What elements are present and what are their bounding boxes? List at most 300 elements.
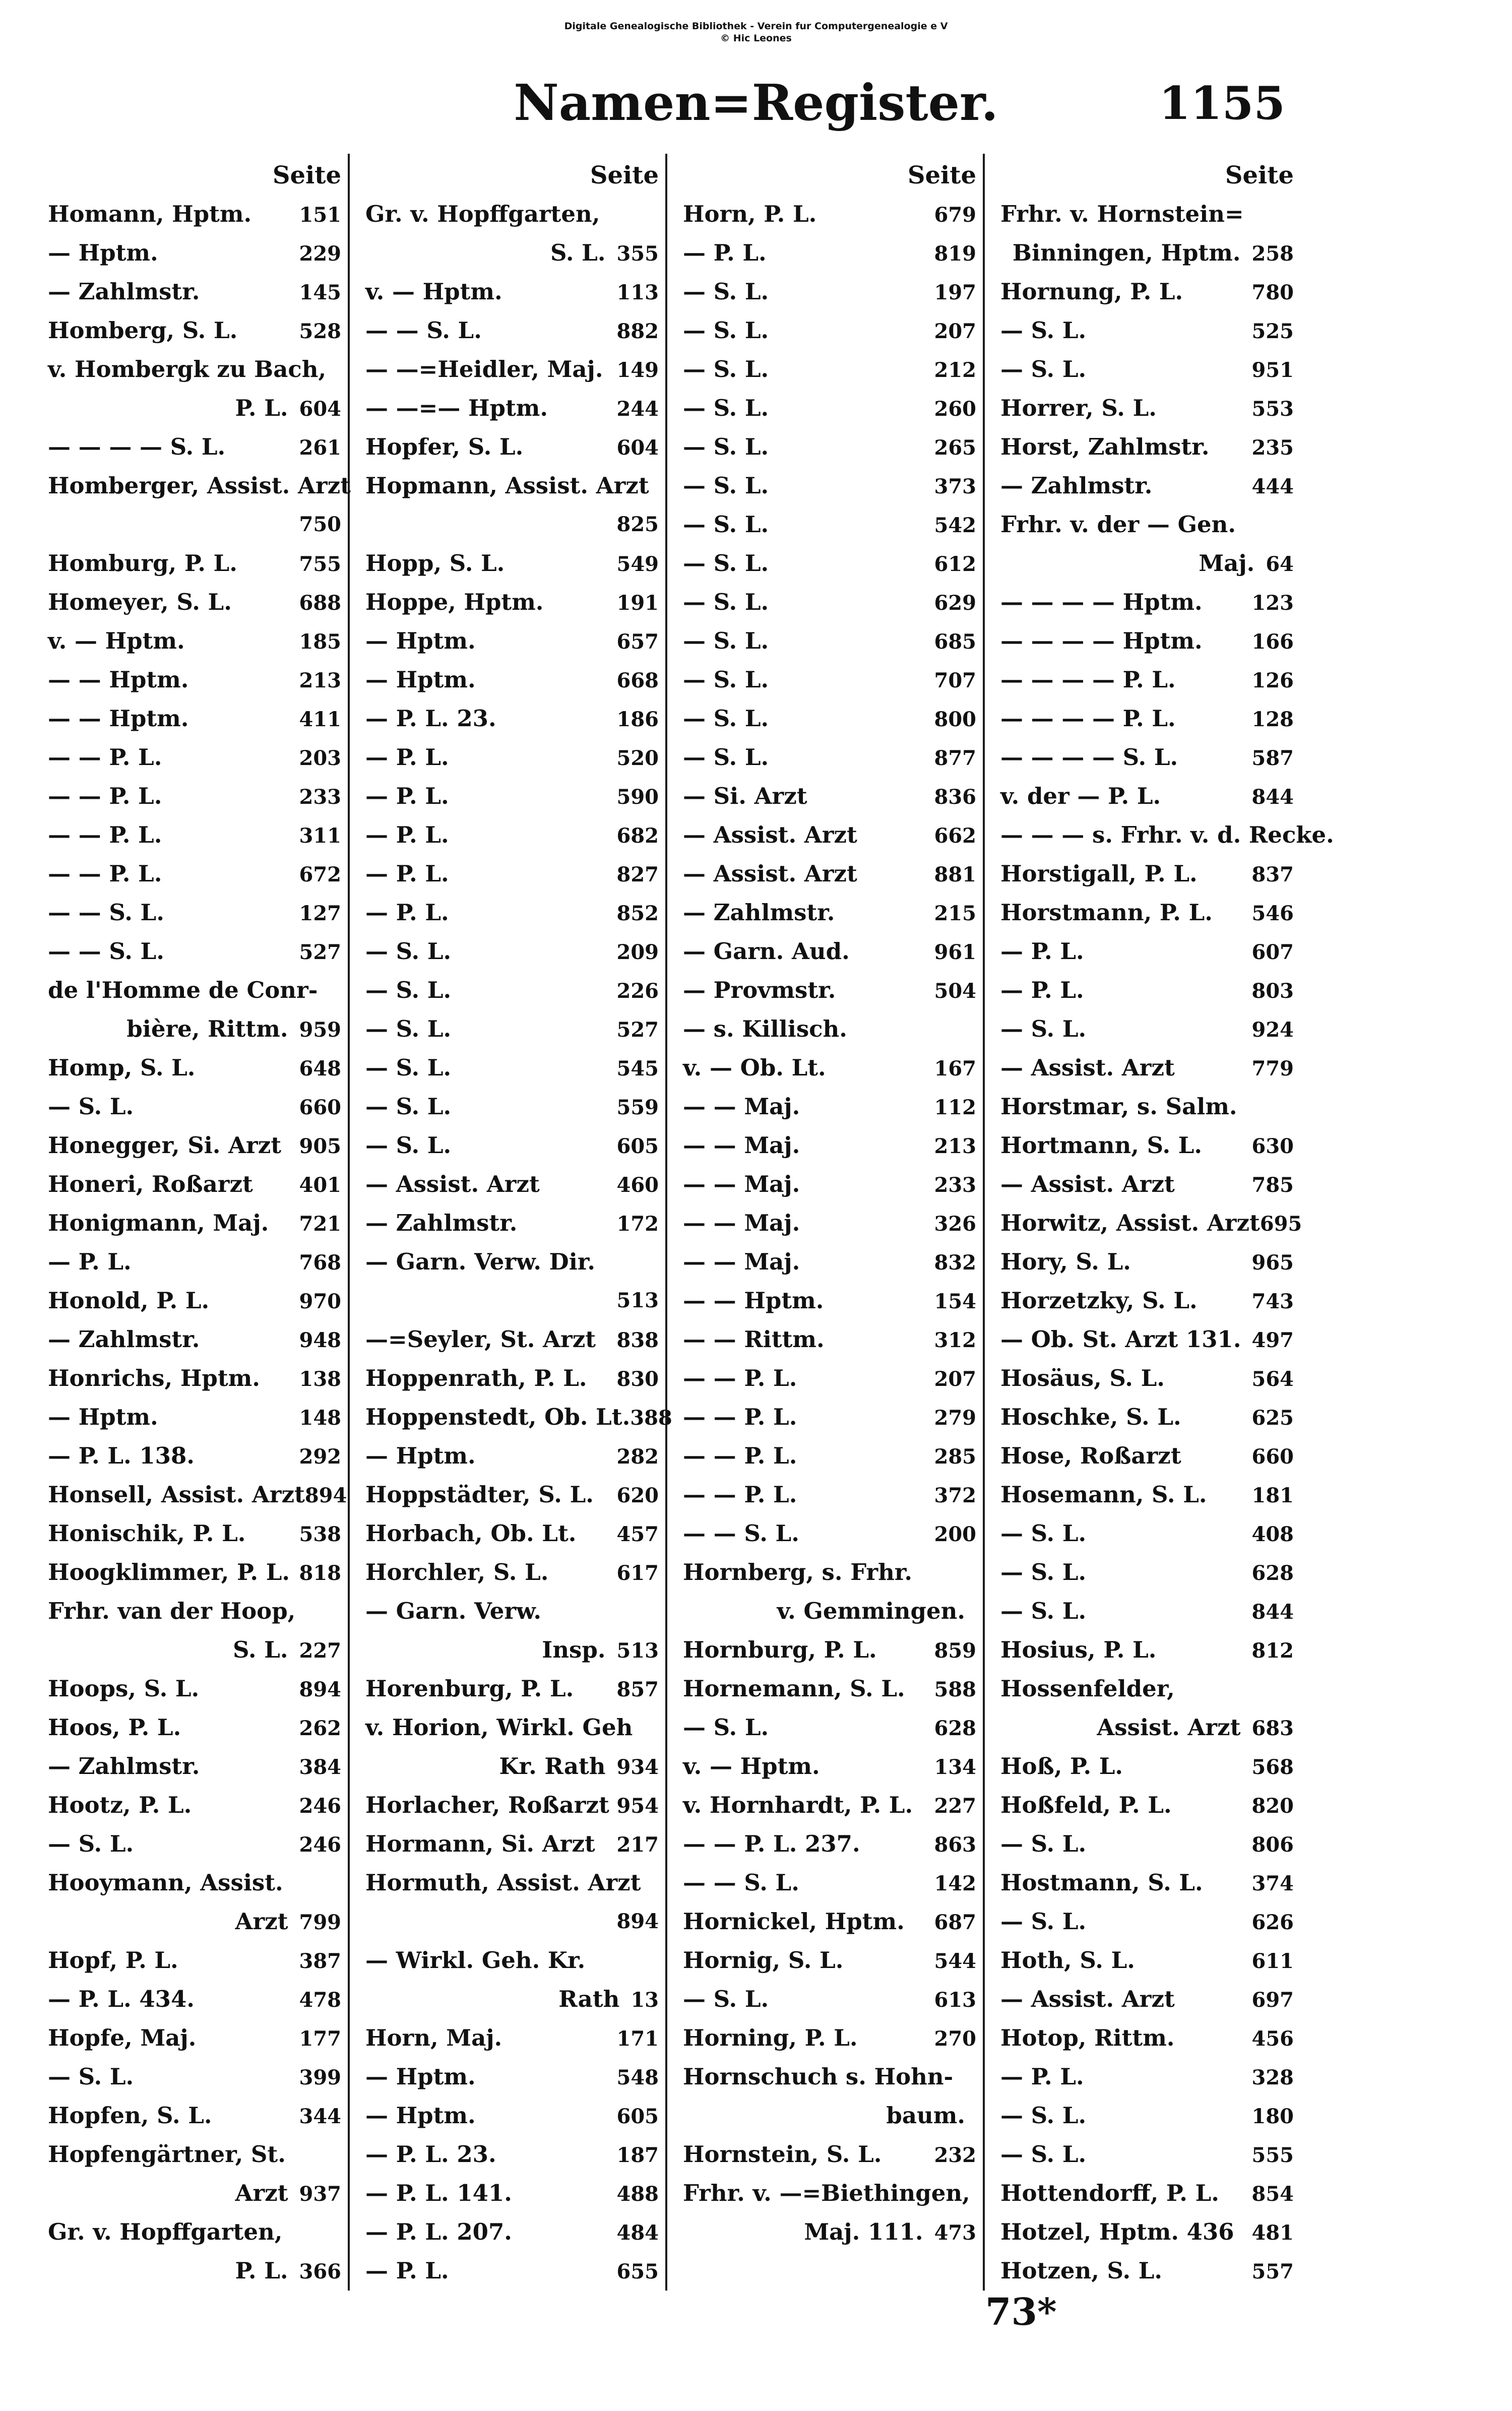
entry-name: — Hptm. <box>48 239 158 266</box>
entry-page-ref: 145 <box>299 281 341 304</box>
entry-name: Hopf, P. L. <box>48 1947 178 1974</box>
index-entry <box>48 854 345 893</box>
entry-page-ref: 542 <box>934 514 976 537</box>
entry-page-ref: 203 <box>299 746 341 770</box>
entry-name: Horwitz, Assist. Arzt <box>1000 1210 1260 1236</box>
index-entry <box>48 1980 345 2018</box>
entry-name: S. L. <box>550 239 606 266</box>
entry-page-ref: 830 <box>616 1367 659 1391</box>
index-entry <box>48 738 345 777</box>
index-entry <box>365 1242 663 1281</box>
entry-page-ref: 854 <box>1251 2182 1294 2206</box>
index-entry <box>1000 1553 1298 1592</box>
entry-name: — Si. Arzt <box>683 783 807 809</box>
index-entry <box>48 505 345 544</box>
index-entry <box>365 2057 663 2096</box>
entry-name: — P. L. 23. <box>365 705 496 732</box>
index-entry <box>365 932 663 971</box>
entry-name: Hornickel, Hptm. <box>683 1908 905 1935</box>
entry-name: v. — Hptm. <box>48 627 185 654</box>
entry-page-ref: 668 <box>616 669 659 692</box>
index-entry <box>365 815 663 854</box>
index-entry <box>1000 854 1298 893</box>
index-entry <box>1000 2135 1298 2174</box>
entry-name: — Assist. Arzt <box>683 821 857 848</box>
entry-name: — S. L. <box>683 589 769 615</box>
entry-name: Homburg, P. L. <box>48 550 237 577</box>
column-header: Seite <box>1225 161 1294 189</box>
index-entry <box>365 1320 663 1359</box>
index-entry <box>365 233 663 272</box>
index-entry <box>683 660 980 699</box>
index-entry <box>365 1359 663 1398</box>
entry-name: Hosäus, S. L. <box>1000 1365 1165 1391</box>
entry-page-ref: 149 <box>616 358 659 382</box>
index-entry <box>1000 195 1298 233</box>
index-entry <box>48 1009 345 1048</box>
entry-page-ref: 695 <box>1259 1212 1302 1236</box>
entry-name: — — S. L. <box>365 317 482 344</box>
entry-name: v. Hornhardt, P. L. <box>683 1792 913 1818</box>
entry-page-ref: 568 <box>1251 1755 1294 1779</box>
index-entry <box>365 1514 663 1553</box>
entry-name: Horzetzky, S. L. <box>1000 1287 1198 1314</box>
entry-name: — S. L. <box>683 744 769 771</box>
entry-name: Homberg, S. L. <box>48 317 238 344</box>
entry-page-ref: 672 <box>299 863 341 886</box>
index-entry <box>365 583 663 621</box>
index-entry <box>365 1048 663 1087</box>
index-entry <box>1000 1630 1298 1669</box>
index-entry <box>1000 350 1298 389</box>
entry-name: Honold, P. L. <box>48 1287 210 1314</box>
index-entry <box>683 1087 980 1126</box>
entry-name: Hoogklimmer, P. L. <box>48 1559 290 1585</box>
entry-name: v. — Hptm. <box>365 278 502 305</box>
index-entry <box>48 233 345 272</box>
index-entry <box>683 195 980 233</box>
entry-page-ref: 612 <box>934 552 976 576</box>
index-entry <box>1000 2096 1298 2135</box>
entry-name: Hoos, P. L. <box>48 1714 181 1741</box>
entry-page-ref: 628 <box>934 1717 976 1740</box>
entry-name: Hoops, S. L. <box>48 1675 200 1702</box>
entry-name: — — Hptm. <box>48 705 189 732</box>
entry-page-ref: 171 <box>616 2027 659 2051</box>
index-entry <box>683 350 980 389</box>
entry-page-ref: 825 <box>616 513 659 536</box>
entry-name: — S. L. <box>683 278 769 305</box>
index-entry <box>365 699 663 738</box>
index-entry <box>683 1436 980 1475</box>
index-entry <box>1000 311 1298 350</box>
entry-name: Gr. v. Hopffgarten, <box>48 2218 283 2245</box>
entry-page-ref: 553 <box>1251 397 1294 421</box>
entry-page-ref: 620 <box>616 1484 659 1507</box>
index-entry <box>683 1398 980 1436</box>
entry-name: — Garn. Verw. Dir. <box>365 1248 596 1275</box>
index-entry <box>683 427 980 466</box>
entry-page-ref: 605 <box>616 2105 659 2128</box>
entry-name: Hoth, S. L. <box>1000 1947 1135 1974</box>
entry-page-ref: 559 <box>616 1096 659 1119</box>
index-entry <box>1000 505 1298 544</box>
index-entry <box>683 1359 980 1398</box>
index-entry <box>1000 466 1298 505</box>
index-entry <box>683 1475 980 1514</box>
index-entry <box>365 971 663 1009</box>
index-entry <box>48 389 345 427</box>
index-entry <box>1000 1747 1298 1786</box>
entry-page-ref: 857 <box>616 1678 659 1701</box>
index-entry <box>683 1592 980 1630</box>
index-entry <box>365 621 663 660</box>
entry-page-ref: 265 <box>934 436 976 460</box>
entry-page-ref: 838 <box>616 1328 659 1352</box>
entry-page-ref: 488 <box>616 2182 659 2206</box>
entry-name: Horbach, Ob. Lt. <box>365 1520 577 1547</box>
index-entry <box>48 466 351 505</box>
index-entry <box>683 1669 980 1708</box>
entry-page-ref: 750 <box>299 513 341 536</box>
index-entry <box>1000 1475 1298 1514</box>
index-entry <box>48 2212 345 2251</box>
index-entry <box>48 1514 345 1553</box>
entry-name: — Garn. Aud. <box>683 938 850 965</box>
entry-page-ref: 460 <box>616 1173 659 1197</box>
index-entry <box>48 1863 345 1902</box>
entry-page-ref: 799 <box>299 1911 341 1934</box>
entry-name: — Zahlmstr. <box>1000 472 1153 499</box>
index-entry <box>365 2096 663 2135</box>
index-entry <box>365 2135 663 2174</box>
index-entry <box>365 1630 663 1669</box>
entry-name: — S. L. <box>48 1093 134 1120</box>
entry-name: v. Gemmingen. <box>777 1598 965 1624</box>
entry-name: Honischik, P. L. <box>48 1520 246 1547</box>
index-entry <box>683 1281 980 1320</box>
entry-name: Hory, S. L. <box>1000 1248 1131 1275</box>
entry-name: — — P. L. <box>683 1404 797 1430</box>
entry-page-ref: 181 <box>1251 1484 1294 1507</box>
entry-page-ref: 138 <box>299 1367 341 1391</box>
entry-page-ref: 513 <box>616 1639 659 1663</box>
index-entry <box>48 1242 345 1281</box>
entry-name: — Zahlmstr. <box>48 1326 200 1353</box>
entry-name: Hostmann, S. L. <box>1000 1869 1203 1896</box>
entry-name: Horchler, S. L. <box>365 1559 549 1585</box>
entry-name: v. der — P. L. <box>1000 783 1161 809</box>
index-entry <box>48 427 345 466</box>
entry-page-ref: 613 <box>934 1988 976 2012</box>
index-entry <box>48 2096 345 2135</box>
index-column-2 <box>365 156 672 2290</box>
entry-name: Homann, Hptm. <box>48 201 252 227</box>
entry-name: — — Maj. <box>683 1210 800 1236</box>
index-entry <box>48 1630 345 1669</box>
entry-name: Hoppe, Hptm. <box>365 589 544 615</box>
index-entry <box>48 815 345 854</box>
entry-name: — — — — Hptm. <box>1000 589 1203 615</box>
entry-page-ref: 882 <box>616 320 659 343</box>
digitization-credit <box>0 20 1512 44</box>
index-column-3 <box>683 156 980 2251</box>
entry-name: — — S. L. <box>48 938 164 965</box>
entry-name: — S. L. <box>48 1830 134 1857</box>
entry-name: P. L. <box>235 2257 288 2284</box>
entry-page-ref: 235 <box>1251 436 1294 460</box>
entry-page-ref: 844 <box>1251 1600 1294 1624</box>
entry-name: Hornemann, S. L. <box>683 1675 905 1702</box>
index-entry <box>683 466 980 505</box>
index-entry <box>683 583 980 621</box>
index-entry <box>48 1941 345 1980</box>
index-entry <box>1000 1514 1298 1553</box>
entry-page-ref: 607 <box>1251 940 1294 964</box>
entry-name: v. — Hptm. <box>683 1753 820 1780</box>
entry-name: — — P. L. <box>48 744 162 771</box>
index-entry <box>48 350 345 389</box>
entry-name: — Assist. Arzt <box>1000 1986 1175 2012</box>
entry-name: — Zahlmstr. <box>48 1753 200 1780</box>
index-entry <box>683 2096 980 2135</box>
entry-name: — S. L. <box>683 395 769 421</box>
entry-name: — S. L. <box>365 938 452 965</box>
entry-page-ref: 545 <box>616 1057 659 1081</box>
entry-page-ref: 399 <box>299 2066 341 2089</box>
page-number: 1155 <box>1159 77 1285 130</box>
index-entry <box>48 1048 345 1087</box>
index-entry <box>365 544 663 583</box>
index-entry <box>683 1126 980 1165</box>
index-entry <box>1000 1398 1298 1436</box>
index-entry <box>365 1824 663 1863</box>
entry-name: — S. L. <box>683 705 769 732</box>
entry-name: — P. L. 23. <box>365 2141 496 2168</box>
entry-page-ref: 806 <box>1251 1833 1294 1857</box>
entry-page-ref: 246 <box>299 1794 341 1818</box>
index-entry <box>365 1592 663 1630</box>
entry-page-ref: 123 <box>1251 591 1294 615</box>
entry-page-ref: 227 <box>934 1794 976 1818</box>
index-entry <box>683 1863 980 1902</box>
index-entry <box>365 1398 672 1436</box>
entry-page-ref: 408 <box>1251 1522 1294 1546</box>
index-entry <box>1000 1863 1298 1902</box>
index-entry <box>48 1747 345 1786</box>
entry-name: — S. L. <box>1000 1598 1087 1624</box>
entry-page-ref: 191 <box>616 591 659 615</box>
entry-name: — — Maj. <box>683 1171 800 1197</box>
index-entry <box>683 777 980 815</box>
index-entry <box>1000 544 1298 583</box>
entry-name: Hornberg, s. Frhr. <box>683 1559 913 1585</box>
entry-name: — P. L. 434. <box>48 1986 195 2012</box>
index-entry <box>1000 1824 1298 1863</box>
index-entry <box>1000 815 1334 854</box>
index-entry <box>48 544 345 583</box>
index-entry <box>365 854 663 893</box>
entry-name: de l'Homme de Conr- <box>48 977 318 1003</box>
index-entry <box>48 1592 345 1630</box>
entry-page-ref: 755 <box>299 552 341 576</box>
index-entry <box>1000 971 1298 1009</box>
credit-line-2: © Hic Leones <box>720 33 792 44</box>
entry-name: — Hptm. <box>365 2102 476 2129</box>
index-entry <box>365 1203 663 1242</box>
entry-name: Hooymann, Assist. <box>48 1869 283 1896</box>
index-entry <box>365 2018 663 2057</box>
entry-name: Hossenfelder, <box>1000 1675 1175 1702</box>
entry-name: Rath <box>558 1986 620 2012</box>
entry-name: — — P. L. 237. <box>683 1830 860 1857</box>
entry-name: — Provmstr. <box>683 977 836 1003</box>
entry-page-ref: 779 <box>1251 1057 1294 1081</box>
entry-page-ref: 213 <box>299 669 341 692</box>
entry-page-ref: 279 <box>934 1406 976 1430</box>
index-entry <box>48 1786 345 1824</box>
index-entry <box>365 1941 663 1980</box>
index-entry <box>48 1203 345 1242</box>
entry-page-ref: 785 <box>1251 1173 1294 1197</box>
entry-name: — S. L. <box>683 433 769 460</box>
index-entry <box>1000 427 1298 466</box>
entry-name: Hopp, S. L. <box>365 550 505 577</box>
entry-page-ref: 246 <box>299 1833 341 1857</box>
index-entry <box>1000 272 1298 311</box>
index-entry <box>48 1165 345 1203</box>
entry-name: — P. L. <box>365 860 449 887</box>
entry-page-ref: 525 <box>1251 320 1294 343</box>
column-divider <box>983 154 985 2291</box>
entry-name: — P. L. 138. <box>48 1442 195 1469</box>
index-entry <box>683 272 980 311</box>
entry-page-ref: 166 <box>1251 630 1294 654</box>
entry-page-ref: 687 <box>934 1911 976 1934</box>
entry-name: — S. L. <box>1000 356 1087 383</box>
entry-page-ref: 366 <box>299 2260 341 2283</box>
entry-page-ref: 934 <box>616 1755 659 1779</box>
entry-page-ref: 180 <box>1251 2105 1294 2128</box>
entry-page-ref: 520 <box>616 746 659 770</box>
column-header: Seite <box>272 161 341 189</box>
entry-name: — — Hptm. <box>683 1287 824 1314</box>
index-entry <box>48 1087 345 1126</box>
index-entry <box>365 660 663 699</box>
index-entry <box>1000 1203 1302 1242</box>
index-entry <box>1000 1165 1298 1203</box>
entry-name: Hopfer, S. L. <box>365 433 524 460</box>
entry-name: — — P. L. <box>683 1365 797 1391</box>
entry-name: Frhr. v. —=Biethingen, <box>683 2180 970 2206</box>
entry-name: bière, Rittm. <box>127 1016 288 1042</box>
index-entry <box>1000 1592 1298 1630</box>
entry-name: Honrichs, Hptm. <box>48 1365 260 1391</box>
entry-page-ref: 937 <box>299 2182 341 2206</box>
index-entry <box>48 2174 345 2212</box>
index-entry <box>365 350 663 389</box>
entry-page-ref: 411 <box>299 708 341 731</box>
entry-name: Hosius, P. L. <box>1000 1636 1157 1663</box>
entry-page-ref: 617 <box>616 1561 659 1585</box>
entry-name: Insp. <box>542 1636 606 1663</box>
entry-page-ref: 549 <box>616 552 659 576</box>
entry-page-ref: 355 <box>616 242 659 266</box>
index-entry <box>48 621 345 660</box>
entry-page-ref: 200 <box>934 1522 976 1546</box>
index-entry <box>48 1902 345 1941</box>
entry-page-ref: 282 <box>616 1445 659 1469</box>
entry-name: Hornstein, S. L. <box>683 2141 882 2168</box>
entry-name: — S. L. <box>683 627 769 654</box>
entry-name: Hottendorff, P. L. <box>1000 2180 1219 2206</box>
entry-name: Kr. Rath <box>499 1753 606 1780</box>
index-entry <box>365 195 663 233</box>
index-entry <box>48 195 345 233</box>
entry-name: — P. L. 207. <box>365 2218 512 2245</box>
entry-name: — S. L. <box>683 666 769 693</box>
index-entry <box>1000 1126 1298 1165</box>
index-entry <box>365 1708 663 1747</box>
index-entry <box>1000 1048 1298 1087</box>
entry-page-ref: 148 <box>299 1406 341 1430</box>
index-entry <box>1000 932 1298 971</box>
entry-page-ref: 836 <box>934 785 976 809</box>
entry-name: — — S. L. <box>683 1869 799 1896</box>
page-title: Namen=Register. <box>514 74 998 132</box>
entry-name: — — — — P. L. <box>1000 666 1176 693</box>
entry-page-ref: 258 <box>1251 242 1294 266</box>
entry-page-ref: 167 <box>934 1057 976 1081</box>
index-entry <box>683 1824 980 1863</box>
entry-name: — Hptm. <box>365 627 476 654</box>
index-entry <box>683 389 980 427</box>
entry-name: Arzt <box>235 2180 288 2206</box>
entry-name: Hoßfeld, P. L. <box>1000 1792 1172 1818</box>
entry-page-ref: 373 <box>934 475 976 498</box>
entry-name: — — P. L. <box>48 783 162 809</box>
entry-page-ref: 401 <box>299 1173 341 1197</box>
index-entry <box>48 1320 345 1359</box>
index-entry <box>1000 1786 1298 1824</box>
entry-page-ref: 626 <box>1251 1911 1294 1934</box>
index-entry <box>48 932 345 971</box>
entry-page-ref: 894 <box>299 1678 341 1701</box>
entry-name: — P. L. <box>365 899 449 926</box>
entry-name: — Assist. Arzt <box>1000 1171 1175 1197</box>
index-entry <box>683 699 980 738</box>
entry-name: — — P. L. <box>48 821 162 848</box>
entry-page-ref: 233 <box>934 1173 976 1197</box>
index-entry <box>365 1009 663 1048</box>
entry-page-ref: 209 <box>616 940 659 964</box>
entry-name: Horrer, S. L. <box>1000 395 1157 421</box>
entry-page-ref: 113 <box>616 281 659 304</box>
entry-name: — — Hptm. <box>48 666 189 693</box>
entry-page-ref: 548 <box>616 2066 659 2089</box>
entry-page-ref: 657 <box>616 630 659 654</box>
entry-page-ref: 261 <box>299 436 341 460</box>
entry-name: Horstigall, P. L. <box>1000 860 1198 887</box>
entry-page-ref: 628 <box>1251 1561 1294 1585</box>
entry-page-ref: 679 <box>934 203 976 227</box>
entry-page-ref: 660 <box>299 1096 341 1119</box>
entry-name: — — — s. Frhr. v. d. Recke. <box>1000 821 1334 848</box>
index-entry <box>48 583 345 621</box>
entry-name: — — Maj. <box>683 1093 800 1120</box>
index-entry <box>365 1786 663 1824</box>
index-entry <box>1000 389 1298 427</box>
